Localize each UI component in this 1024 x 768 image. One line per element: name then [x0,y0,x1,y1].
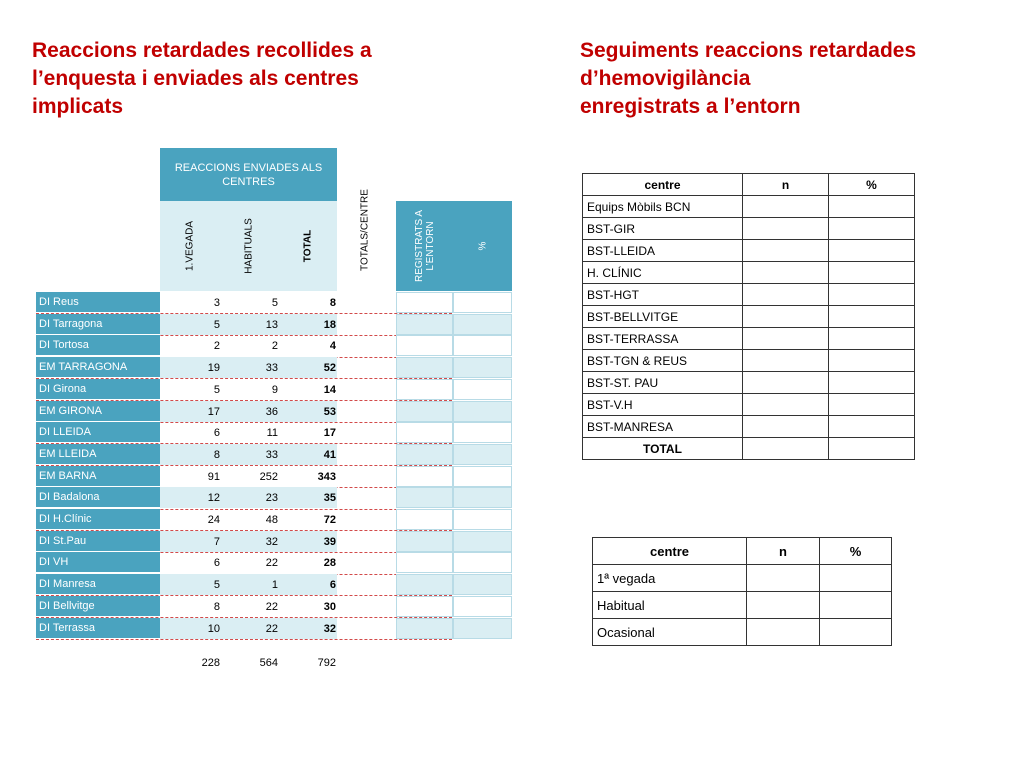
cell-habituals: 5 [271,297,278,309]
cell-vegada: 8 [213,600,220,613]
cell-habituals: 2 [271,340,278,353]
right-title-line: d’hemovigilància [580,67,751,90]
cell-total: 343 [317,470,336,483]
type-table-header [593,538,892,565]
pct-cell [453,335,512,356]
type-pct [820,565,892,592]
centre-n [743,416,829,438]
pct-cell [453,444,512,465]
pct-cell [453,487,512,508]
col-header-registrats-label: REGISTRATS A L’ENTORN [413,209,436,283]
type-name: 1ª vegada [593,565,747,592]
cell-vegada: 3 [213,297,220,309]
registrats-cell [396,335,453,356]
row-label: EM TARRAGONA [36,357,160,377]
pct-cell [453,401,512,422]
cell-habituals: 23 [265,492,278,505]
pct-cell [453,314,512,335]
centre-n [743,328,829,350]
header-centre: centre [593,538,747,565]
centre-name: BST-GIR [583,218,743,240]
centre-name: BST-TGN & REUS [583,350,743,372]
cell-vegada: 2 [213,340,220,353]
centre-pct [829,394,915,416]
centre-name: BST-V.H [583,394,743,416]
centre-name: H. CLÍNIC [583,262,743,284]
pct-cell [453,422,512,443]
row-label: DI Tortosa [36,335,160,355]
registrats-cell [396,618,453,639]
cell-vegada: 5 [213,318,220,331]
registrats-cell [396,466,453,487]
col-header-totals-centre-label: TOTALS/CENTRE [359,189,371,271]
centre-n [743,218,829,240]
centre-pct [829,372,915,394]
cell-total: 41 [323,448,336,461]
centre-pct [829,262,915,284]
header-n: n [747,538,820,565]
left-title-line: implicats [32,95,124,118]
cell-habituals: 32 [265,535,278,548]
centre-n [743,306,829,328]
cell-vegada: 6 [213,427,220,440]
row-label: DI H.Clínic [36,509,160,529]
centre-total-row [583,438,915,460]
row-label: EM LLEIDA [36,444,160,464]
cell-vegada: 24 [207,514,220,526]
registrats-cell [396,357,453,378]
pct-cell [453,509,512,530]
centre-row [583,350,915,372]
type-name: Habitual [593,592,747,619]
pct-cell [453,292,512,313]
centre-n [743,262,829,284]
type-row [593,619,892,646]
pct-cell [453,574,512,595]
type-pct [820,619,892,646]
cell-total: 4 [329,340,336,353]
cell-total: 17 [323,427,336,440]
registrats-cell [396,401,453,422]
registrats-cell [396,552,453,573]
left-title-line: l’enquesta i enviades als centres [32,67,359,90]
registrats-cell [396,379,453,400]
centre-total-label: TOTAL [583,438,743,460]
cell-vegada: 6 [213,557,220,570]
cell-total: 35 [323,492,336,505]
row-label: DI Badalona [36,487,160,507]
centre-name: BST-MANRESA [583,416,743,438]
centre-n [743,240,829,262]
type-row [593,565,892,592]
sum-total: 792 [317,657,336,669]
centre-name: Equips Mòbils BCN [583,196,743,218]
centres-table-header [583,174,915,196]
cell-total: 32 [323,622,336,635]
col-header-total [278,201,337,291]
type-n [747,619,820,646]
registrats-cell [396,596,453,617]
cell-habituals: 36 [265,405,278,418]
type-pct [820,592,892,619]
sum-vegada: 228 [201,657,220,669]
type-n [747,565,820,592]
right-title-line: Seguiments reaccions retardades [580,39,917,62]
right-title-line: enregistrats a l’entorn [580,95,801,118]
cell-habituals: 1 [271,579,278,592]
left-title [32,37,372,121]
centre-pct [829,328,915,350]
row-label: DI LLEIDA [36,422,160,442]
centre-pct [829,416,915,438]
row-label: DI Manresa [36,574,160,594]
registrats-cell [396,574,453,595]
row-label: EM GIRONA [36,401,160,421]
pct-cell [453,466,512,487]
cell-habituals: 22 [265,600,278,613]
centre-name: BST-LLEIDA [583,240,743,262]
centre-row [583,240,915,262]
centre-row [583,328,915,350]
registrats-cell [396,292,453,313]
centre-row [583,196,915,218]
cell-vegada: 7 [213,535,220,548]
centre-name: BST-BELLVITGE [583,306,743,328]
centre-name: BST-ST. PAU [583,372,743,394]
cell-habituals: 48 [265,514,278,526]
cell-total: 14 [323,383,336,396]
centre-row [583,218,915,240]
type-n [747,592,820,619]
cell-vegada: 17 [207,405,220,418]
row-label: EM BARNA [36,466,160,486]
type-name: Ocasional [593,619,747,646]
row-label: DI VH [36,552,160,572]
cell-habituals: 11 [266,427,278,440]
centre-row [583,262,915,284]
centre-pct [829,284,915,306]
cell-habituals: 22 [265,622,278,635]
registrats-cell [396,314,453,335]
registrats-cell [396,531,453,552]
header-centre: centre [583,174,743,196]
centre-row [583,372,915,394]
cell-vegada: 8 [213,448,220,461]
header-n: n [743,174,829,196]
cell-total: 8 [329,297,336,309]
centre-n [743,350,829,372]
left-title-line: Reaccions retardades recollides a [32,39,372,62]
cell-vegada: 5 [213,579,220,592]
centre-n [743,196,829,218]
header-pct: % [820,538,892,565]
centre-row [583,416,915,438]
registrats-cell [396,487,453,508]
row-label: DI St.Pau [36,531,160,551]
centre-row [583,394,915,416]
cell-habituals: 13 [265,318,278,331]
type-row [593,592,892,619]
cell-total: 52 [323,362,336,375]
group-header: REACCIONS ENVIADES ALS CENTRES [160,148,337,201]
col-header-total-label: TOTAL [302,229,313,263]
cell-vegada: 19 [207,362,220,375]
centre-pct [829,196,915,218]
centre-name: BST-HGT [583,284,743,306]
cell-total: 72 [323,514,336,526]
row-label: DI Terrassa [36,618,160,638]
cell-total: 30 [323,600,336,613]
centre-n [743,372,829,394]
col-header-totals-centre [350,170,380,290]
row-label: DI Bellvitge [36,596,160,616]
col-header-pct [453,201,512,291]
registrats-cell [396,422,453,443]
centre-pct [829,306,915,328]
cell-total: 28 [323,557,336,570]
pct-cell [453,531,512,552]
pct-cell [453,379,512,400]
type-table [592,537,892,646]
cell-vegada: 10 [207,622,220,635]
centres-table [582,173,915,460]
col-header-vegada [160,201,219,291]
row-label: DI Tarragona [36,314,160,334]
centre-total-pct [829,438,915,460]
centre-row [583,306,915,328]
cell-total: 53 [323,405,336,418]
cell-total: 18 [323,318,336,331]
cell-habituals: 33 [265,362,278,375]
col-header-habituals-label: HABITUALS [243,218,254,274]
col-header-habituals [219,201,278,291]
col-header-vegada-label: 1.VEGADA [184,220,195,272]
centre-n [743,394,829,416]
pct-cell [453,596,512,617]
centre-name: BST-TERRASSA [583,328,743,350]
row-label: DI Girona [36,379,160,399]
cell-total: 39 [323,535,336,548]
cell-vegada: 5 [213,383,220,396]
centre-total-n [743,438,829,460]
registrats-cell [396,444,453,465]
registrats-cell [396,509,453,530]
right-title [580,37,916,121]
cell-habituals: 22 [265,557,278,570]
centre-pct [829,350,915,372]
cell-total: 6 [329,579,336,592]
cell-habituals: 9 [271,383,278,396]
pct-cell [453,357,512,378]
sum-habituals: 564 [259,657,278,669]
centre-row [583,284,915,306]
row-label: DI Reus [36,292,160,312]
pct-cell [453,618,512,639]
col-header-registrats [396,201,453,291]
centre-pct [829,218,915,240]
cell-vegada: 12 [207,492,220,505]
row-divider [36,639,452,640]
cell-vegada: 91 [207,470,220,483]
pct-cell [453,552,512,573]
cell-habituals: 252 [259,470,278,483]
centre-n [743,284,829,306]
col-header-pct-label: % [477,241,488,251]
centre-pct [829,240,915,262]
cell-habituals: 33 [265,448,278,461]
header-pct: % [829,174,915,196]
